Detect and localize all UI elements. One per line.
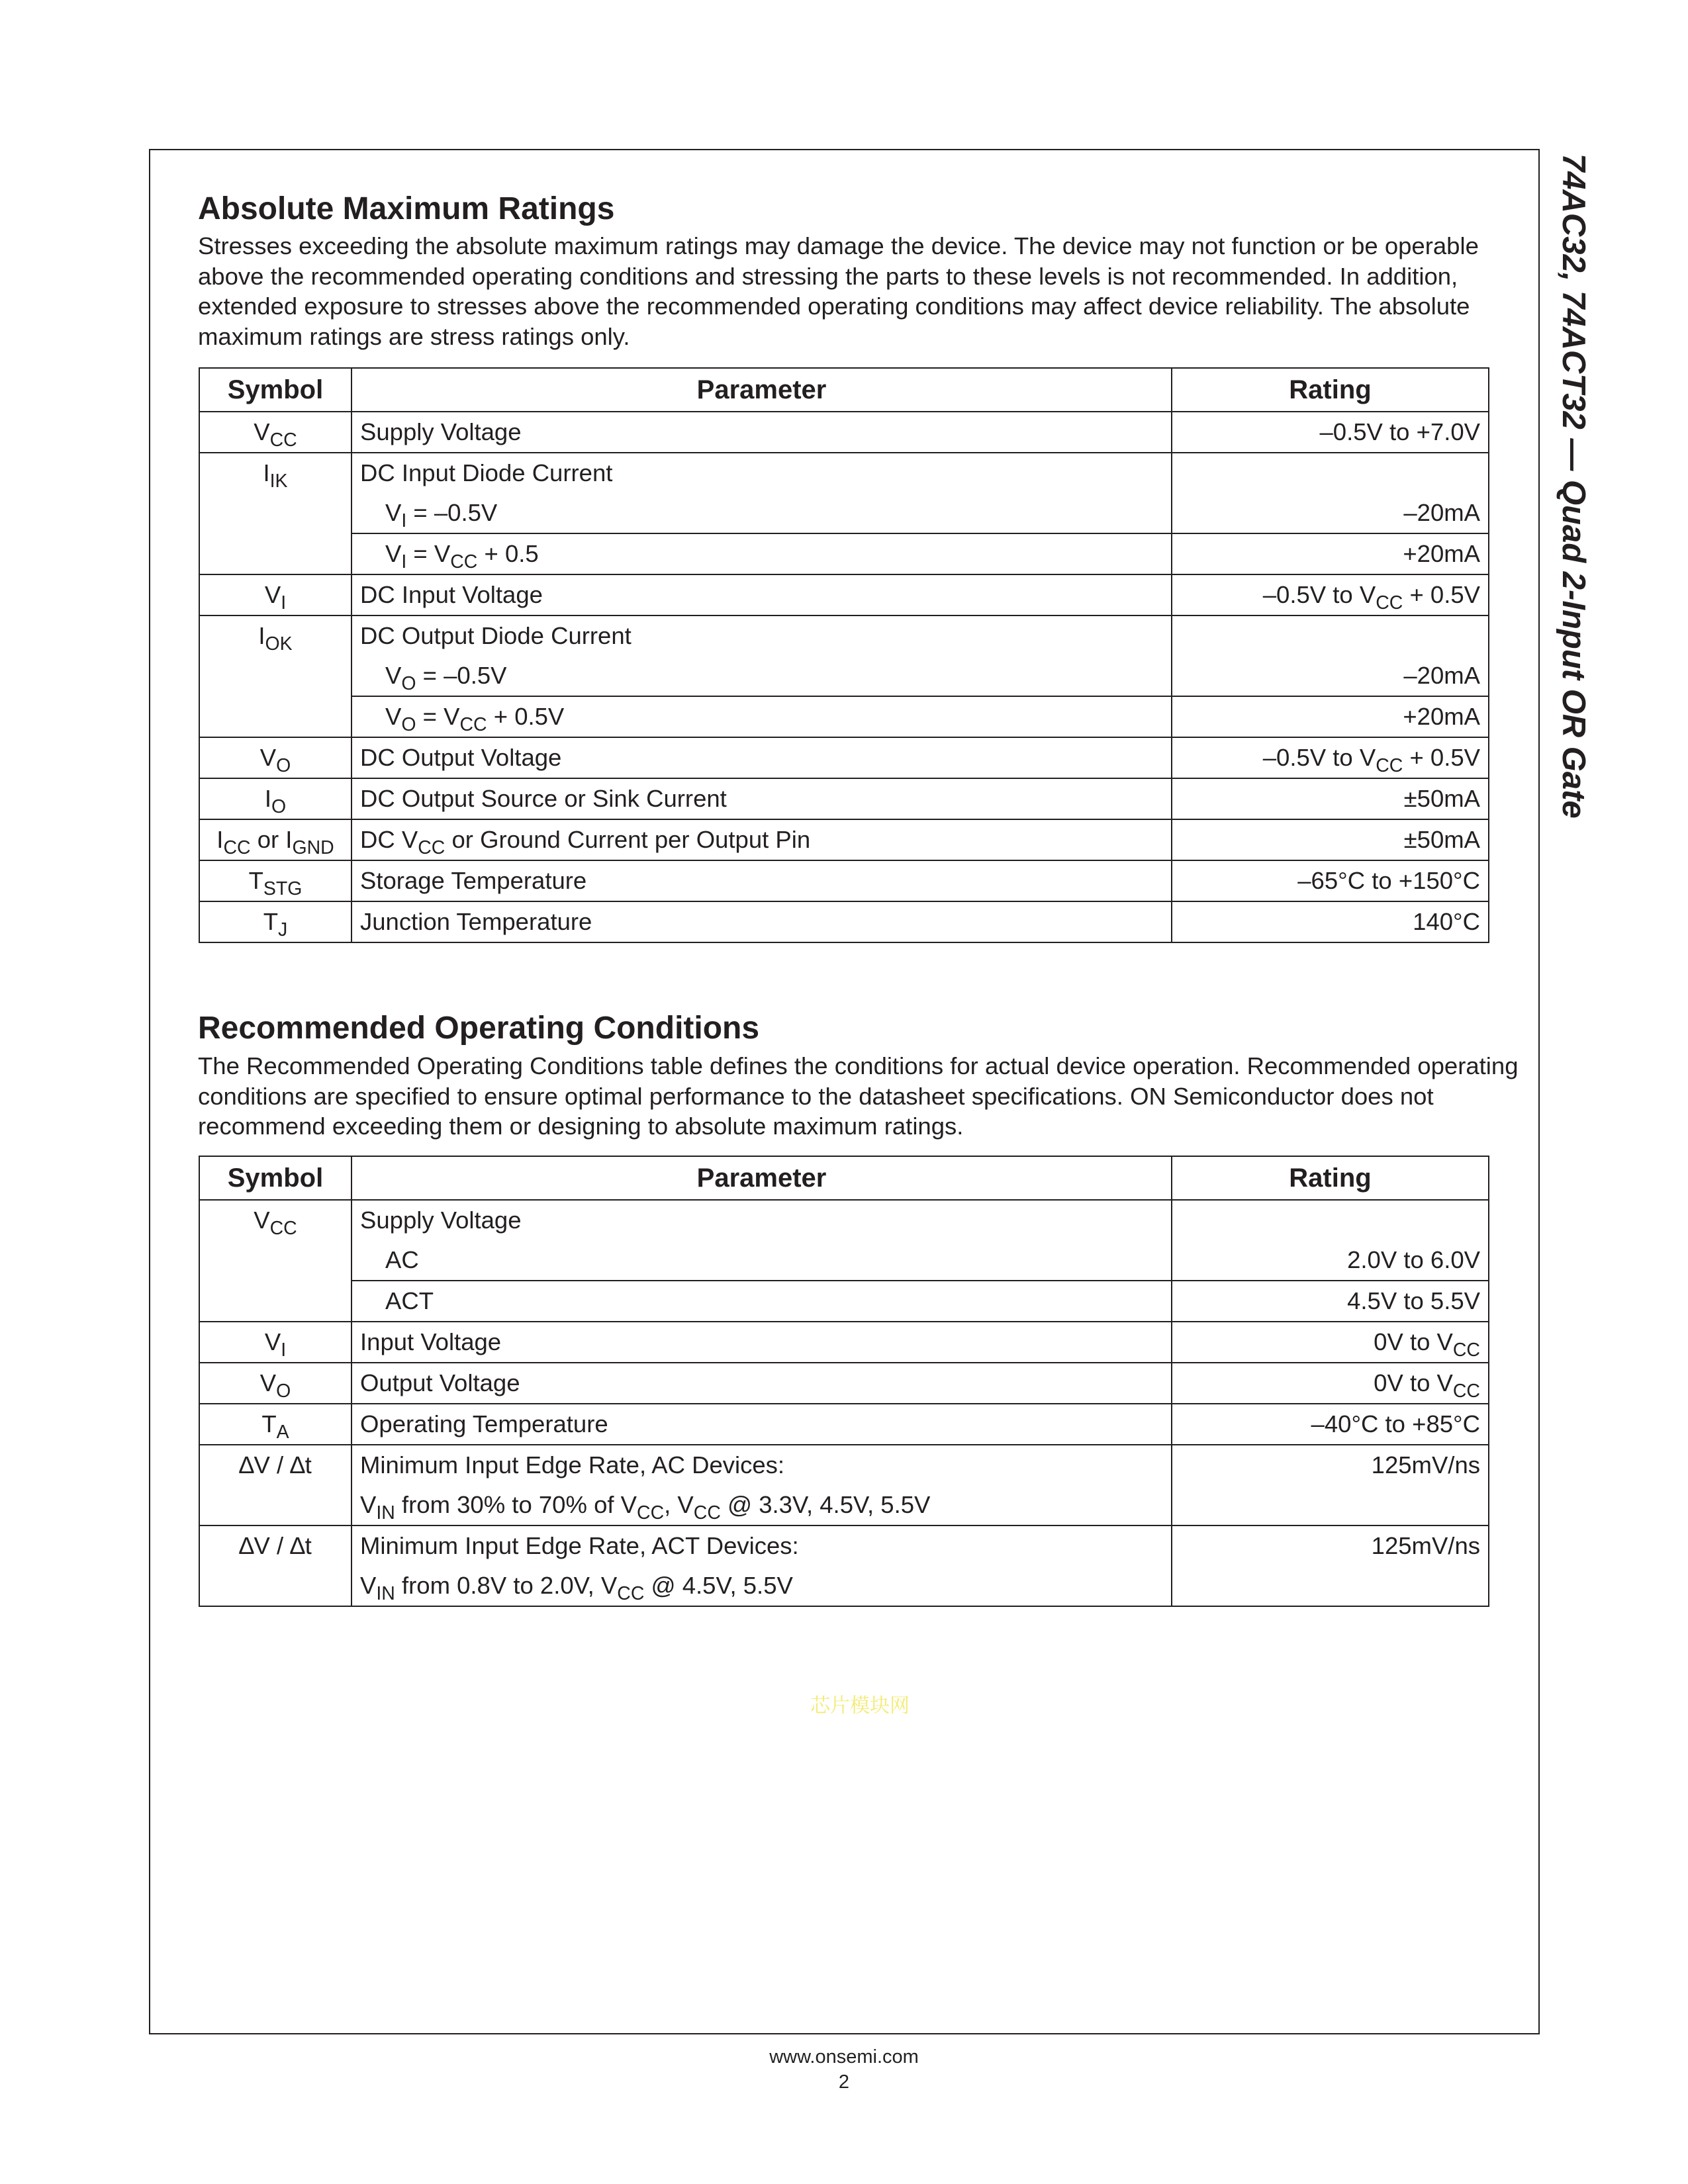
parameter-cell [352, 779, 1172, 819]
rating-cell [1172, 1363, 1488, 1403]
rating-value [1172, 453, 1480, 493]
symbol-cell [200, 1445, 352, 1525]
text-run: T [263, 908, 279, 935]
rating-value [1172, 1526, 1480, 1566]
rating-value [1172, 1363, 1480, 1403]
text-run: 140°C [1413, 908, 1480, 935]
parameter-text [360, 1485, 1171, 1525]
parameter-text [360, 861, 1171, 901]
table-row [200, 412, 1488, 453]
rating-value [1172, 1240, 1480, 1280]
text-run: 2.0V to 6.0V [1347, 1246, 1480, 1273]
parameter-text [360, 616, 1171, 656]
text-run: AC [385, 1246, 419, 1273]
row-blocks [352, 779, 1488, 819]
rating-cell [1172, 1445, 1488, 1525]
row-blocks [352, 902, 1488, 942]
rating-cell [1172, 1201, 1488, 1280]
sub-row [352, 1445, 1488, 1525]
text-run: V [385, 540, 402, 567]
table-header-row [200, 369, 1488, 412]
subscript: I [401, 551, 407, 573]
rating-value [1172, 820, 1480, 860]
rating-value [1172, 412, 1480, 452]
rating-cell [1172, 412, 1488, 452]
parameter-text [360, 1404, 1171, 1444]
parameter-text [360, 820, 1171, 860]
rating-value [1172, 534, 1480, 574]
text-run: T [261, 1410, 277, 1437]
table-row [200, 616, 1488, 738]
text-run: 4.5V to 5.5V [1347, 1287, 1480, 1314]
text-run: 0V to V [1374, 1328, 1453, 1355]
text-run: V [254, 1206, 270, 1234]
sub-row [352, 616, 1488, 697]
subscript: CC [693, 1502, 721, 1524]
table-row [200, 902, 1488, 942]
sub-row [352, 820, 1488, 860]
text-run: V [259, 1369, 277, 1396]
text-run: DC Input Voltage [360, 581, 543, 608]
row-blocks [352, 575, 1488, 615]
parameter-text [360, 453, 1171, 493]
parameter-cell [352, 575, 1172, 615]
rating-value [1172, 575, 1480, 615]
rec-op-heading: Recommended Operating Conditions [198, 1011, 760, 1046]
text-run: from 30% to 70% of V [395, 1491, 637, 1518]
rating-value [1172, 656, 1480, 696]
row-blocks [352, 616, 1488, 737]
subscript: CC [1376, 592, 1403, 614]
sub-row [352, 902, 1488, 942]
footer-url: www.onsemi.com [769, 2046, 919, 2068]
table-row [200, 738, 1488, 779]
symbol-cell [200, 779, 352, 819]
text-run: DC Input Diode Current [360, 459, 613, 486]
text-run: Junction Temperature [360, 908, 592, 935]
text-run: ACT [385, 1287, 434, 1314]
table-row [200, 1404, 1488, 1445]
table-row [200, 820, 1488, 861]
row-blocks [352, 1201, 1488, 1321]
text-run: = –0.5V [406, 499, 498, 526]
rating-cell [1172, 697, 1488, 737]
table-row [200, 1526, 1488, 1606]
text-run: –20mA [1403, 499, 1480, 526]
abs-max-intro: Stresses exceeding the absolute maximum ratings may damage the device. The device may not function or be operable above the recommended operating conditions and stressing the parts to these levels is not recommended. In addition, extended exposure to stresses above the recommended operating conditions may affect device reliability. The absolute maximum ratings are stress ratings only. [198, 232, 1479, 350]
symbol-cell [200, 902, 352, 942]
parameter-text [360, 534, 1171, 574]
text-run: –0.5V to V [1262, 581, 1376, 608]
rec-op-intro: The Recommended Operating Conditions table defines the conditions for actual device operation. Recommended operating conditions are specified to ensure optimal performance to the datasheet specifications. ON Semiconductor does not recommend exceeding them or designing to absolute maximum ratings. [198, 1052, 1519, 1140]
subscript: A [276, 1422, 289, 1443]
rating-value [1172, 493, 1480, 533]
text-run: ∆V / ∆t [239, 1451, 312, 1479]
subscript: J [278, 919, 288, 941]
subscript: O [276, 1381, 291, 1402]
subscript: CC [637, 1502, 665, 1524]
text-run: Output Voltage [360, 1369, 520, 1396]
sub-row [352, 1201, 1488, 1281]
text-run: or Ground Current per Output Pin [445, 826, 811, 853]
subscript: I [281, 592, 287, 614]
rating-cell [1172, 616, 1488, 696]
symbol-cell [200, 861, 352, 901]
parameter-text [360, 1566, 1171, 1606]
parameter-text [360, 1363, 1171, 1403]
column-header-parameter: Parameter [352, 369, 1172, 411]
text-run: Minimum Input Edge Rate, ACT Devices: [360, 1532, 799, 1559]
text-run: –20mA [1403, 662, 1480, 689]
parameter-cell [352, 820, 1172, 860]
sub-row [352, 453, 1488, 534]
text-run: V [259, 744, 277, 771]
subscript: STG [263, 878, 303, 900]
watermark: 芯片模块网 [810, 1695, 910, 1717]
row-blocks [352, 1445, 1488, 1525]
rating-value [1172, 738, 1480, 778]
page-number: 2 [838, 2071, 850, 2093]
text-run: T [248, 867, 263, 894]
table-header-row [200, 1157, 1488, 1201]
symbol-cell [200, 1201, 352, 1321]
sub-row [352, 1526, 1488, 1606]
rating-cell [1172, 779, 1488, 819]
sub-row [352, 1322, 1488, 1362]
sub-row [352, 575, 1488, 615]
parameter-cell [352, 697, 1172, 737]
subscript: CC [617, 1583, 645, 1605]
subscript: CC [1376, 755, 1403, 777]
parameter-cell [352, 1363, 1172, 1403]
text-run: Operating Temperature [360, 1410, 608, 1437]
parameter-text [360, 575, 1171, 615]
text-run: Input Voltage [360, 1328, 502, 1355]
rating-cell [1172, 575, 1488, 615]
column-header-symbol: Symbol [200, 1157, 352, 1199]
rating-cell [1172, 1281, 1488, 1321]
parameter-text [360, 656, 1171, 696]
text-run: V [385, 662, 402, 689]
subscript: IK [269, 471, 288, 492]
rating-value [1172, 1201, 1480, 1240]
rating-value [1172, 779, 1480, 819]
text-run: V [385, 499, 402, 526]
text-run: +20mA [1403, 703, 1480, 730]
text-run: Minimum Input Edge Rate, AC Devices: [360, 1451, 785, 1479]
row-blocks [352, 1322, 1488, 1362]
symbol-cell [200, 738, 352, 778]
text-run: V [360, 1491, 377, 1518]
subscript: CC [459, 714, 487, 736]
column-header-parameter: Parameter [352, 1157, 1172, 1199]
parameter-cell [352, 1322, 1172, 1362]
text-run: +20mA [1403, 540, 1480, 567]
row-blocks [352, 1363, 1488, 1403]
parameter-text [360, 493, 1171, 533]
text-run: from 0.8V to 2.0V, V [395, 1572, 618, 1599]
row-blocks [352, 1404, 1488, 1444]
sub-row [352, 1363, 1488, 1403]
sub-row [352, 861, 1488, 901]
sub-row [352, 1404, 1488, 1444]
parameter-text [360, 902, 1171, 942]
text-run: + 0.5V [1403, 744, 1480, 771]
subscript: O [401, 714, 416, 736]
rating-cell [1172, 738, 1488, 778]
text-run: I [263, 459, 270, 486]
abs-max-heading: Absolute Maximum Ratings [198, 191, 615, 226]
sub-row [352, 534, 1488, 574]
rating-cell [1172, 902, 1488, 942]
text-run: or I [250, 826, 293, 853]
subscript: CC [450, 551, 478, 573]
column-header-rating: Rating [1289, 375, 1372, 404]
row-blocks [352, 453, 1488, 574]
parameter-cell [352, 534, 1172, 574]
table-row [200, 1445, 1488, 1526]
parameter-cell [352, 1404, 1172, 1444]
text-run: –65°C to +150°C [1297, 867, 1480, 894]
text-run: + 0.5 [477, 540, 539, 567]
text-run: V [264, 581, 281, 608]
parameter-cell [352, 1526, 1172, 1606]
subscript: IN [376, 1583, 395, 1605]
subscript: CC [269, 430, 297, 451]
table-row [200, 1322, 1488, 1363]
rating-value [1172, 697, 1480, 737]
text-run: = V [406, 540, 451, 567]
parameter-text [360, 738, 1171, 778]
text-run: –0.5V to V [1262, 744, 1376, 771]
parameter-text [360, 1240, 1171, 1280]
rating-value [1172, 1566, 1480, 1606]
text-run: –40°C to +85°C [1311, 1410, 1480, 1437]
rating-value [1172, 1404, 1480, 1444]
table-row [200, 1201, 1488, 1322]
parameter-cell [352, 1445, 1172, 1525]
text-run: , V [664, 1491, 694, 1518]
column-header-rating: Rating [1289, 1163, 1372, 1193]
rating-value [1172, 861, 1480, 901]
subscript: CC [418, 837, 445, 859]
row-blocks [352, 820, 1488, 860]
text-run: Storage Temperature [360, 867, 587, 894]
subscript: CC [1452, 1381, 1480, 1402]
sub-row [352, 738, 1488, 778]
text-run: 125mV/ns [1371, 1451, 1480, 1479]
table-row [200, 1363, 1488, 1404]
subscript: I [281, 1340, 287, 1361]
symbol-cell [200, 1404, 352, 1444]
subscript: I [401, 510, 407, 532]
table-row [200, 453, 1488, 575]
subscript: CC [223, 837, 251, 859]
text-run: + 0.5V [1403, 581, 1480, 608]
text-run: Supply Voltage [360, 418, 522, 445]
parameter-text [360, 1445, 1171, 1485]
rating-cell [1172, 1404, 1488, 1444]
rating-cell [1172, 1526, 1488, 1606]
sub-row [352, 1281, 1488, 1321]
parameter-text [360, 412, 1171, 452]
subscript: CC [1452, 1340, 1480, 1361]
parameter-cell [352, 861, 1172, 901]
symbol-cell [200, 453, 352, 574]
subscript: GND [292, 837, 334, 859]
symbol-cell [200, 616, 352, 737]
subscript: O [271, 796, 287, 818]
rating-value [1172, 1322, 1480, 1362]
parameter-cell [352, 616, 1172, 696]
text-run: DC Output Source or Sink Current [360, 785, 727, 812]
parameter-text [360, 1281, 1171, 1321]
symbol-cell [200, 575, 352, 615]
parameter-cell [352, 453, 1172, 533]
symbol-cell [200, 820, 352, 860]
text-run: ±50mA [1403, 785, 1480, 812]
text-run: I [258, 622, 265, 649]
parameter-cell [352, 738, 1172, 778]
subscript: OK [265, 633, 293, 655]
rating-cell [1172, 453, 1488, 533]
subscript: O [276, 755, 291, 777]
subscript: O [401, 673, 416, 695]
symbol-cell [200, 1322, 352, 1362]
text-run: + 0.5V [487, 703, 565, 730]
parameter-text [360, 1322, 1171, 1362]
parameter-text [360, 697, 1171, 737]
row-blocks [352, 1526, 1488, 1606]
rating-value [1172, 1445, 1480, 1485]
text-run: V [254, 418, 270, 445]
text-run: = V [416, 703, 460, 730]
row-blocks [352, 412, 1488, 452]
rating-value [1172, 1485, 1480, 1525]
subscript: IN [376, 1502, 395, 1524]
text-run: V [360, 1572, 377, 1599]
column-header-symbol: Symbol [200, 369, 352, 411]
text-run: ±50mA [1403, 826, 1480, 853]
symbol-cell [200, 412, 352, 452]
row-blocks [352, 738, 1488, 778]
rating-value [1172, 902, 1480, 942]
rating-cell [1172, 534, 1488, 574]
rating-cell [1172, 861, 1488, 901]
row-blocks [352, 861, 1488, 901]
parameter-cell [352, 902, 1172, 942]
table-row [200, 861, 1488, 902]
rating-cell [1172, 1322, 1488, 1362]
text-run: @ 4.5V, 5.5V [644, 1572, 793, 1599]
text-run: 0V to V [1374, 1369, 1453, 1396]
text-run: DC Output Voltage [360, 744, 562, 771]
parameter-cell [352, 412, 1172, 452]
text-run: –0.5V to +7.0V [1319, 418, 1480, 445]
sub-row [352, 697, 1488, 737]
text-run: = –0.5V [416, 662, 507, 689]
text-run: I [216, 826, 224, 853]
symbol-cell [200, 1526, 352, 1606]
rating-cell [1172, 820, 1488, 860]
rating-value [1172, 616, 1480, 656]
subscript: CC [269, 1218, 297, 1240]
parameter-cell [352, 1281, 1172, 1321]
table-row [200, 779, 1488, 820]
document-title: 74AC32, 74ACT32 — Quad 2-Input OR Gate [1556, 154, 1591, 819]
text-run: V [264, 1328, 281, 1355]
abs-max-table [199, 367, 1489, 943]
text-run: V [385, 703, 402, 730]
sub-row [352, 779, 1488, 819]
rating-value [1172, 1281, 1480, 1321]
text-run: I [264, 785, 271, 812]
parameter-text [360, 1201, 1171, 1240]
parameter-text [360, 1526, 1171, 1566]
table-row [200, 575, 1488, 616]
text-run: DC V [360, 826, 418, 853]
text-run: ∆V / ∆t [239, 1532, 312, 1559]
parameter-text [360, 779, 1171, 819]
symbol-cell [200, 1363, 352, 1403]
text-run: @ 3.3V, 4.5V, 5.5V [720, 1491, 931, 1518]
text-run: DC Output Diode Current [360, 622, 632, 649]
sub-row [352, 412, 1488, 452]
text-run: 125mV/ns [1371, 1532, 1480, 1559]
parameter-cell [352, 1201, 1172, 1280]
rec-op-table [199, 1156, 1489, 1607]
text-run: Supply Voltage [360, 1206, 522, 1234]
